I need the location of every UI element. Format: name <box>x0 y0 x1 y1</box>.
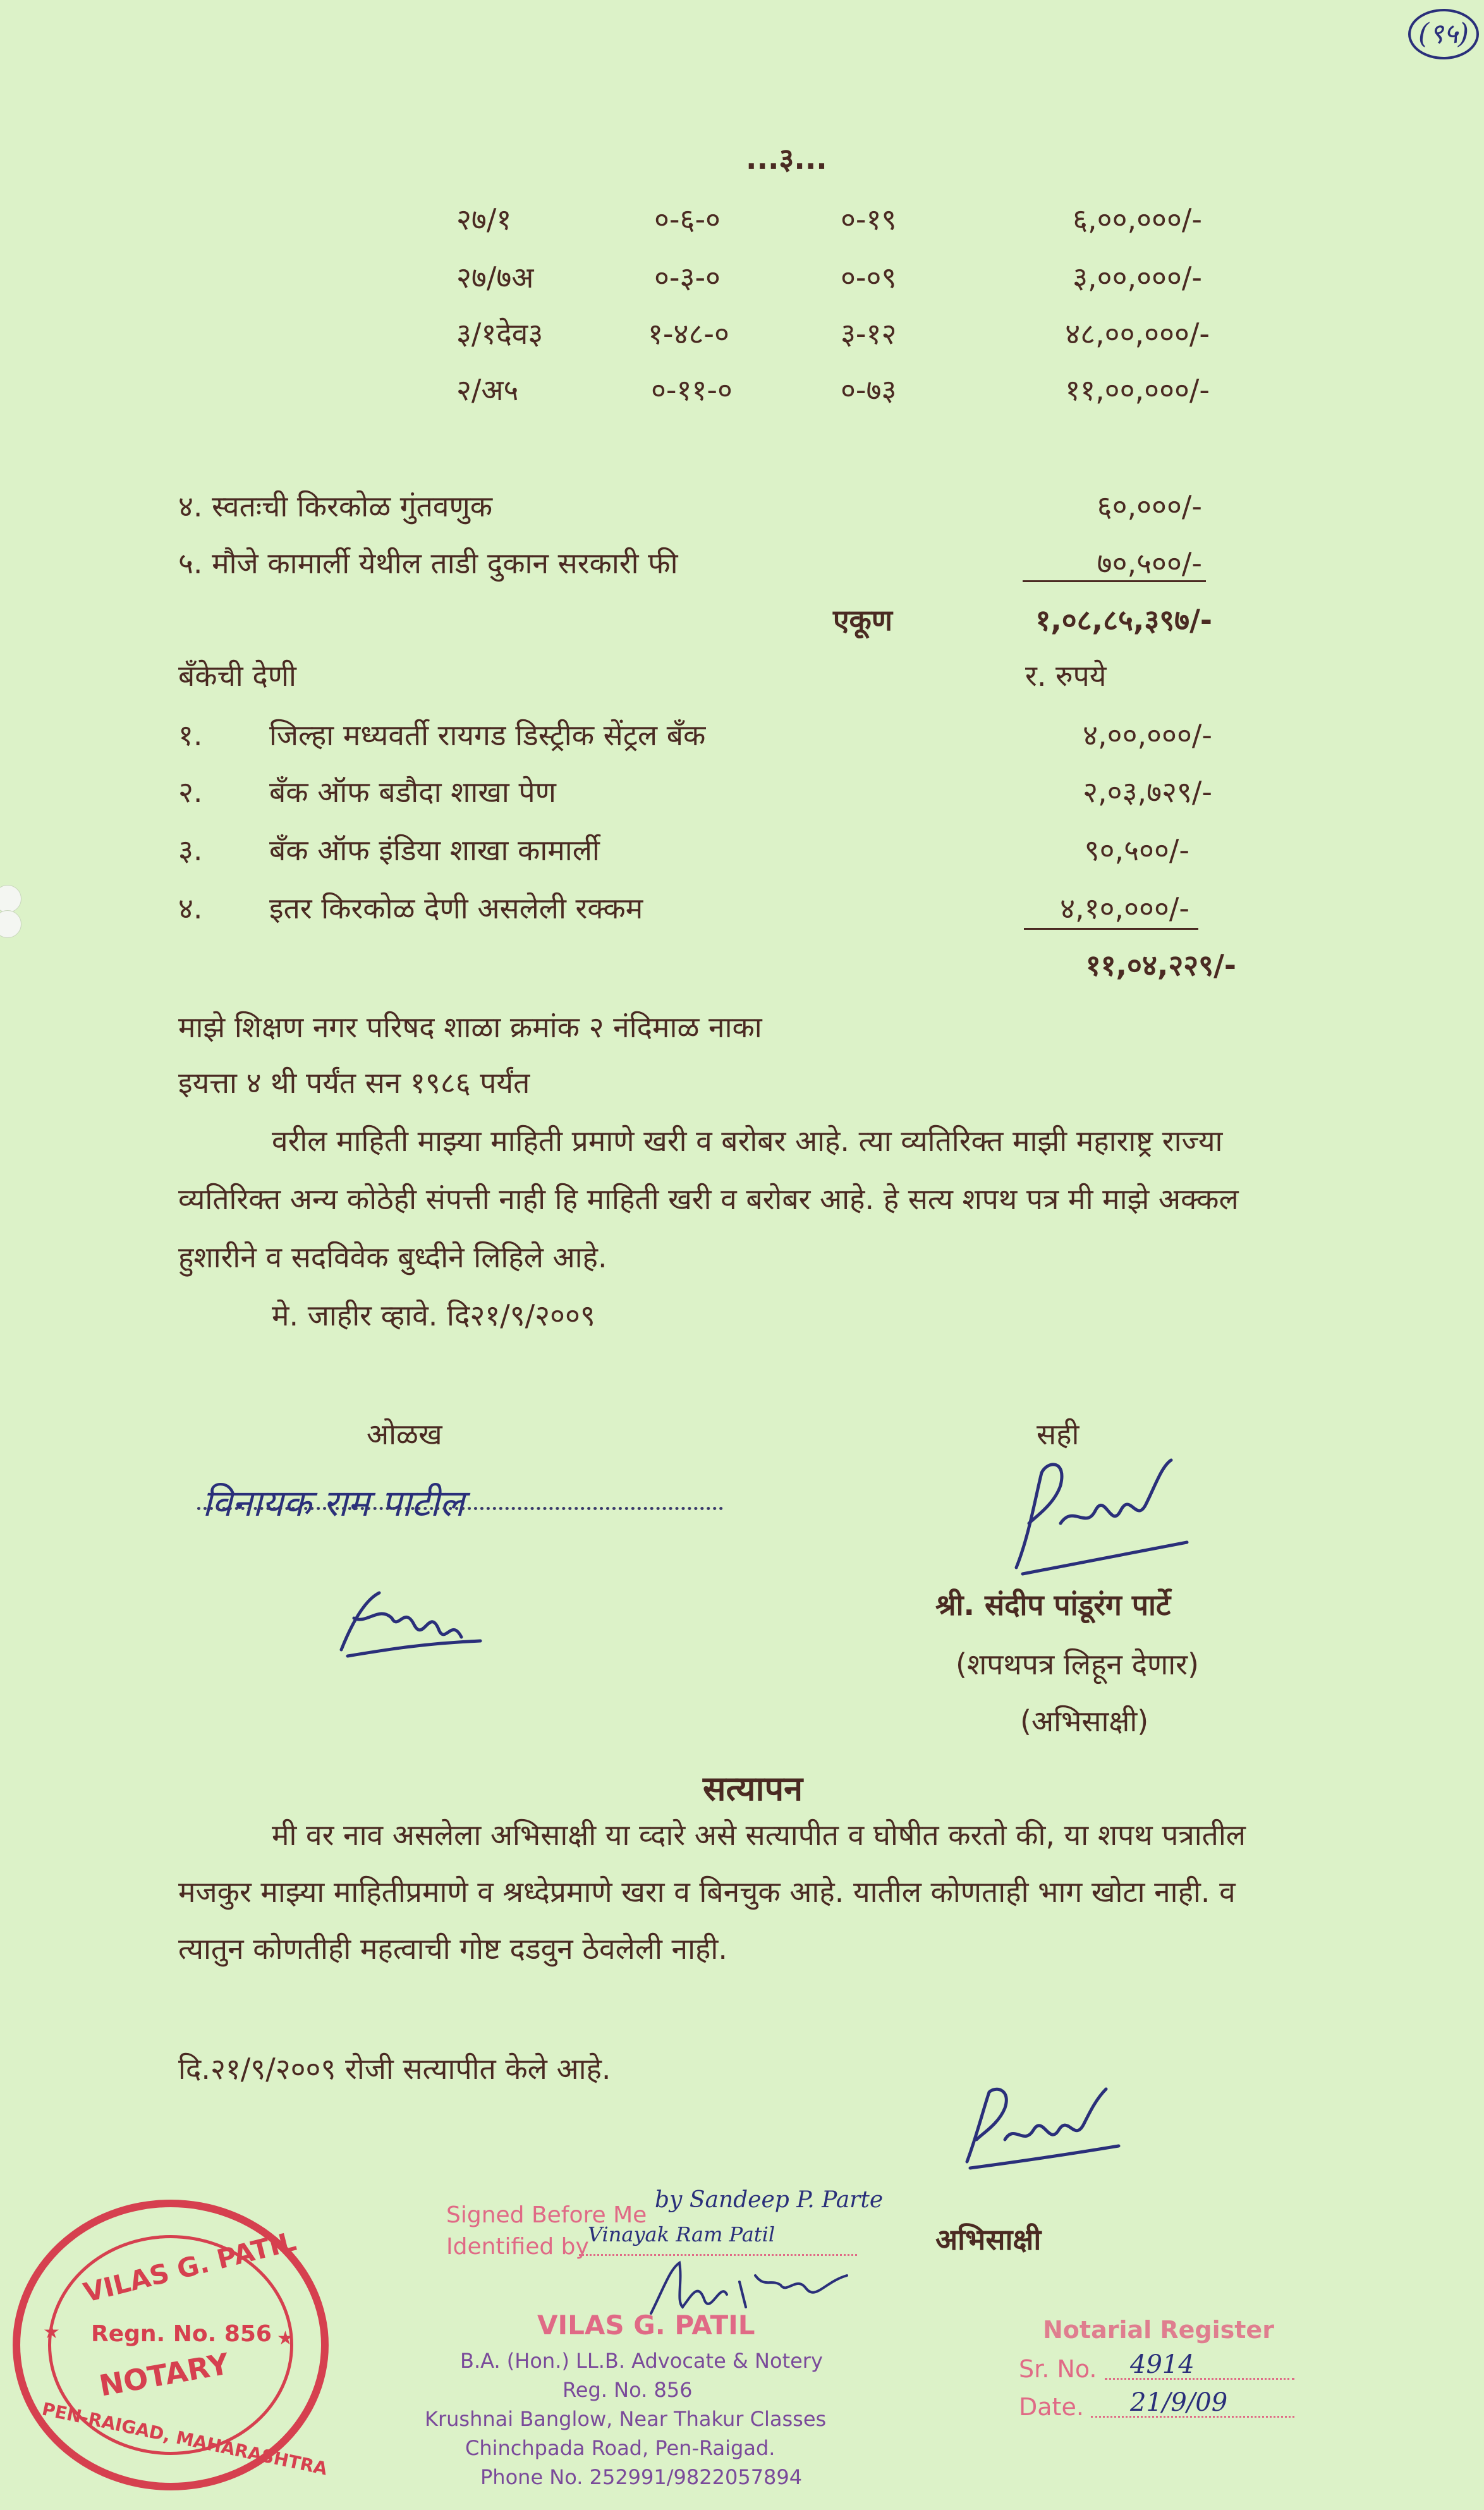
bank-value: ९०,५००/- <box>1084 833 1189 867</box>
seal-name: VILAS G. PATIL <box>80 2226 300 2308</box>
continuation-marker: ...३... <box>746 142 827 176</box>
identified-line <box>579 2254 857 2256</box>
seal-regn: Regn. No. 856 <box>91 2321 272 2347</box>
signatory-name: श्री. संदीप पांडूरंग पार्टे <box>935 1588 1171 1622</box>
notary-reg: Reg. No. 856 <box>563 2378 693 2402</box>
register-title: Notarial Register <box>1043 2316 1274 2344</box>
identifier-handwritten-name: विनायक राम पाटील <box>202 1482 465 1525</box>
declaration-line: हुशारीने व सदविवेक बुध्दीने लिहिले आहे. <box>178 1240 607 1274</box>
identifier-signature <box>329 1580 493 1669</box>
signature-line <box>197 1507 723 1510</box>
bank-value: ४,००,०००/- <box>1083 718 1212 752</box>
signatory-heading: सही <box>1037 1417 1080 1451</box>
declaration-line: वरील माहिती माझ्या माहिती प्रमाणे खरी व बरोबर आहे. त्या व्यतिरिक्त माझी महाराष्ट्र राज्या <box>272 1124 1223 1158</box>
witness-label: अभिसाक्षी <box>935 2222 1042 2257</box>
notary-qualification: B.A. (Hon.) LL.B. Advocate & Notery <box>460 2349 823 2373</box>
identified-by-handwritten: Vinayak Ram Patil <box>588 2222 775 2246</box>
signatory-role: (शपथपत्र लिहून देणार) <box>956 1647 1199 1681</box>
register-stamp <box>1016 2301 1332 2421</box>
bank-heading: बँकेची देणी <box>178 659 296 693</box>
survey-number: २/अ५ <box>456 373 519 407</box>
bank-total: ११,०४,२२९/- <box>1085 948 1236 982</box>
signatory-signature <box>997 1447 1200 1580</box>
publish-line: मे. जाहीर व्हावे. दि२१/९/२००९ <box>272 1298 595 1332</box>
assessment: ३-१२ <box>841 317 897 351</box>
notary-phone: Phone No. 252991/9822057894 <box>480 2465 803 2489</box>
verification-date-line: दि.२१/९/२००९ रोजी सत्यापीत केले आहे. <box>178 2052 611 2086</box>
signed-before-label: Signed Before Me <box>446 2202 647 2228</box>
land-value: ४८,००,०००/- <box>1065 317 1210 351</box>
witness-signature <box>948 2080 1125 2174</box>
bank-name: बँक ऑफ बडौदा शाखा पेण <box>269 775 556 809</box>
land-value: ११,००,०००/- <box>1065 373 1210 407</box>
asset-label: ४. स्वतःची किरकोळ गुंतवणुक <box>178 489 493 523</box>
total-label: एकूण <box>833 603 893 637</box>
assessment: ०-०९ <box>841 260 897 295</box>
star-icon: ★ <box>43 2321 60 2343</box>
divider <box>1023 580 1206 582</box>
punch-hole <box>0 910 21 938</box>
notary-seal <box>13 2200 329 2490</box>
divider <box>1024 928 1198 930</box>
assessment: ०-१९ <box>841 202 897 236</box>
register-sr-value: 4914 <box>1130 2350 1195 2379</box>
bank-number: ३. <box>178 833 203 867</box>
seal-title: NOTARY <box>96 2346 232 2403</box>
area: ०-११-० <box>651 373 733 407</box>
verification-line: मजकुर माझ्या माहितीप्रमाणे व श्रध्देप्रमाणे खरा व बिनचुक आहे. यातील कोणताही भाग खोटा नाही. व <box>178 1875 1236 1909</box>
seal-place: PEN-RAIGAD, MAHARASHTRA <box>40 2398 329 2480</box>
survey-number: २७/१ <box>456 202 512 236</box>
verification-heading: सत्यापन <box>703 1769 803 1808</box>
star-icon: ★ <box>277 2327 294 2349</box>
currency-heading: र. रुपये <box>1025 659 1107 693</box>
declaration-line: व्यतिरिक्त अन्य कोठेही संपत्ती नाही हि माहिती खरी व बरोबर आहे. हे सत्य शपथ पत्र मी माझे अक्कल <box>178 1182 1239 1216</box>
total-value: १,०८,८५,३९७/- <box>1035 603 1212 637</box>
land-value: ६,००,०००/- <box>1073 202 1202 236</box>
area: ०-६-० <box>654 202 721 236</box>
identified-by-label: Identified by <box>446 2234 589 2260</box>
verification-line: त्यातुन कोणतीही महत्वाची गोष्ट दडवुन ठेवलेली नाही. <box>178 1932 727 1966</box>
notary-address-line: Chinchpada Road, Pen-Raigad. <box>465 2436 775 2460</box>
bank-name: बँक ऑफ इंडिया शाखा कामार्ली <box>269 833 600 867</box>
signed-by-handwritten: by Sandeep P. Parte <box>655 2187 884 2213</box>
page-number-marker: (९५) <box>1408 9 1479 59</box>
register-date-label: Date. <box>1019 2393 1084 2421</box>
signatory-title: (अभिसाक्षी) <box>1020 1704 1149 1738</box>
education-line: माझे शिक्षण नगर परिषद शाळा क्रमांक २ नंदिमाळ नाका <box>178 1010 762 1044</box>
asset-label: ५. मौजे कामार्ली येथील ताडी दुकान सरकारी फी <box>178 546 678 580</box>
education-line: इयत्ता ४ थी पर्यंत सन १९८६ पर्यंत <box>178 1066 530 1100</box>
bank-value: २,०३,७२९/- <box>1083 775 1212 809</box>
land-value: ३,००,०००/- <box>1073 260 1202 295</box>
assessment: ०-७३ <box>841 373 897 407</box>
register-date-value: 21/9/09 <box>1130 2388 1228 2417</box>
asset-value: ७०,५००/- <box>1097 546 1202 580</box>
bank-number: ४. <box>178 891 203 925</box>
notary-address-line: Krushnai Banglow, Near Thakur Classes <box>425 2407 827 2431</box>
punch-hole <box>0 885 21 913</box>
bank-number: २. <box>178 775 203 809</box>
notary-name: VILAS G. PATIL <box>537 2310 755 2341</box>
register-sr-label: Sr. No. <box>1019 2355 1097 2383</box>
bank-value: ४,१०,०००/- <box>1060 891 1189 925</box>
survey-number: ३/१देव३ <box>456 317 544 351</box>
area: ०-३-० <box>654 260 721 295</box>
bank-number: १. <box>178 718 203 752</box>
asset-value: ६०,०००/- <box>1097 489 1202 523</box>
verification-line: मी वर नाव असलेला अभिसाक्षी या व्दारे असे सत्यापीत व घोषीत करतो की, या शपथ पत्रातील <box>272 1818 1246 1852</box>
bank-name: जिल्हा मध्यवर्ती रायगड डिस्ट्रीक सेंट्रल बँक <box>269 718 706 752</box>
area: १-४८-० <box>648 317 729 351</box>
survey-number: २७/७अ <box>456 260 534 295</box>
bank-name: इतर किरकोळ देणी असलेली रक्कम <box>269 891 643 925</box>
identifier-heading: ओळख <box>367 1417 442 1451</box>
